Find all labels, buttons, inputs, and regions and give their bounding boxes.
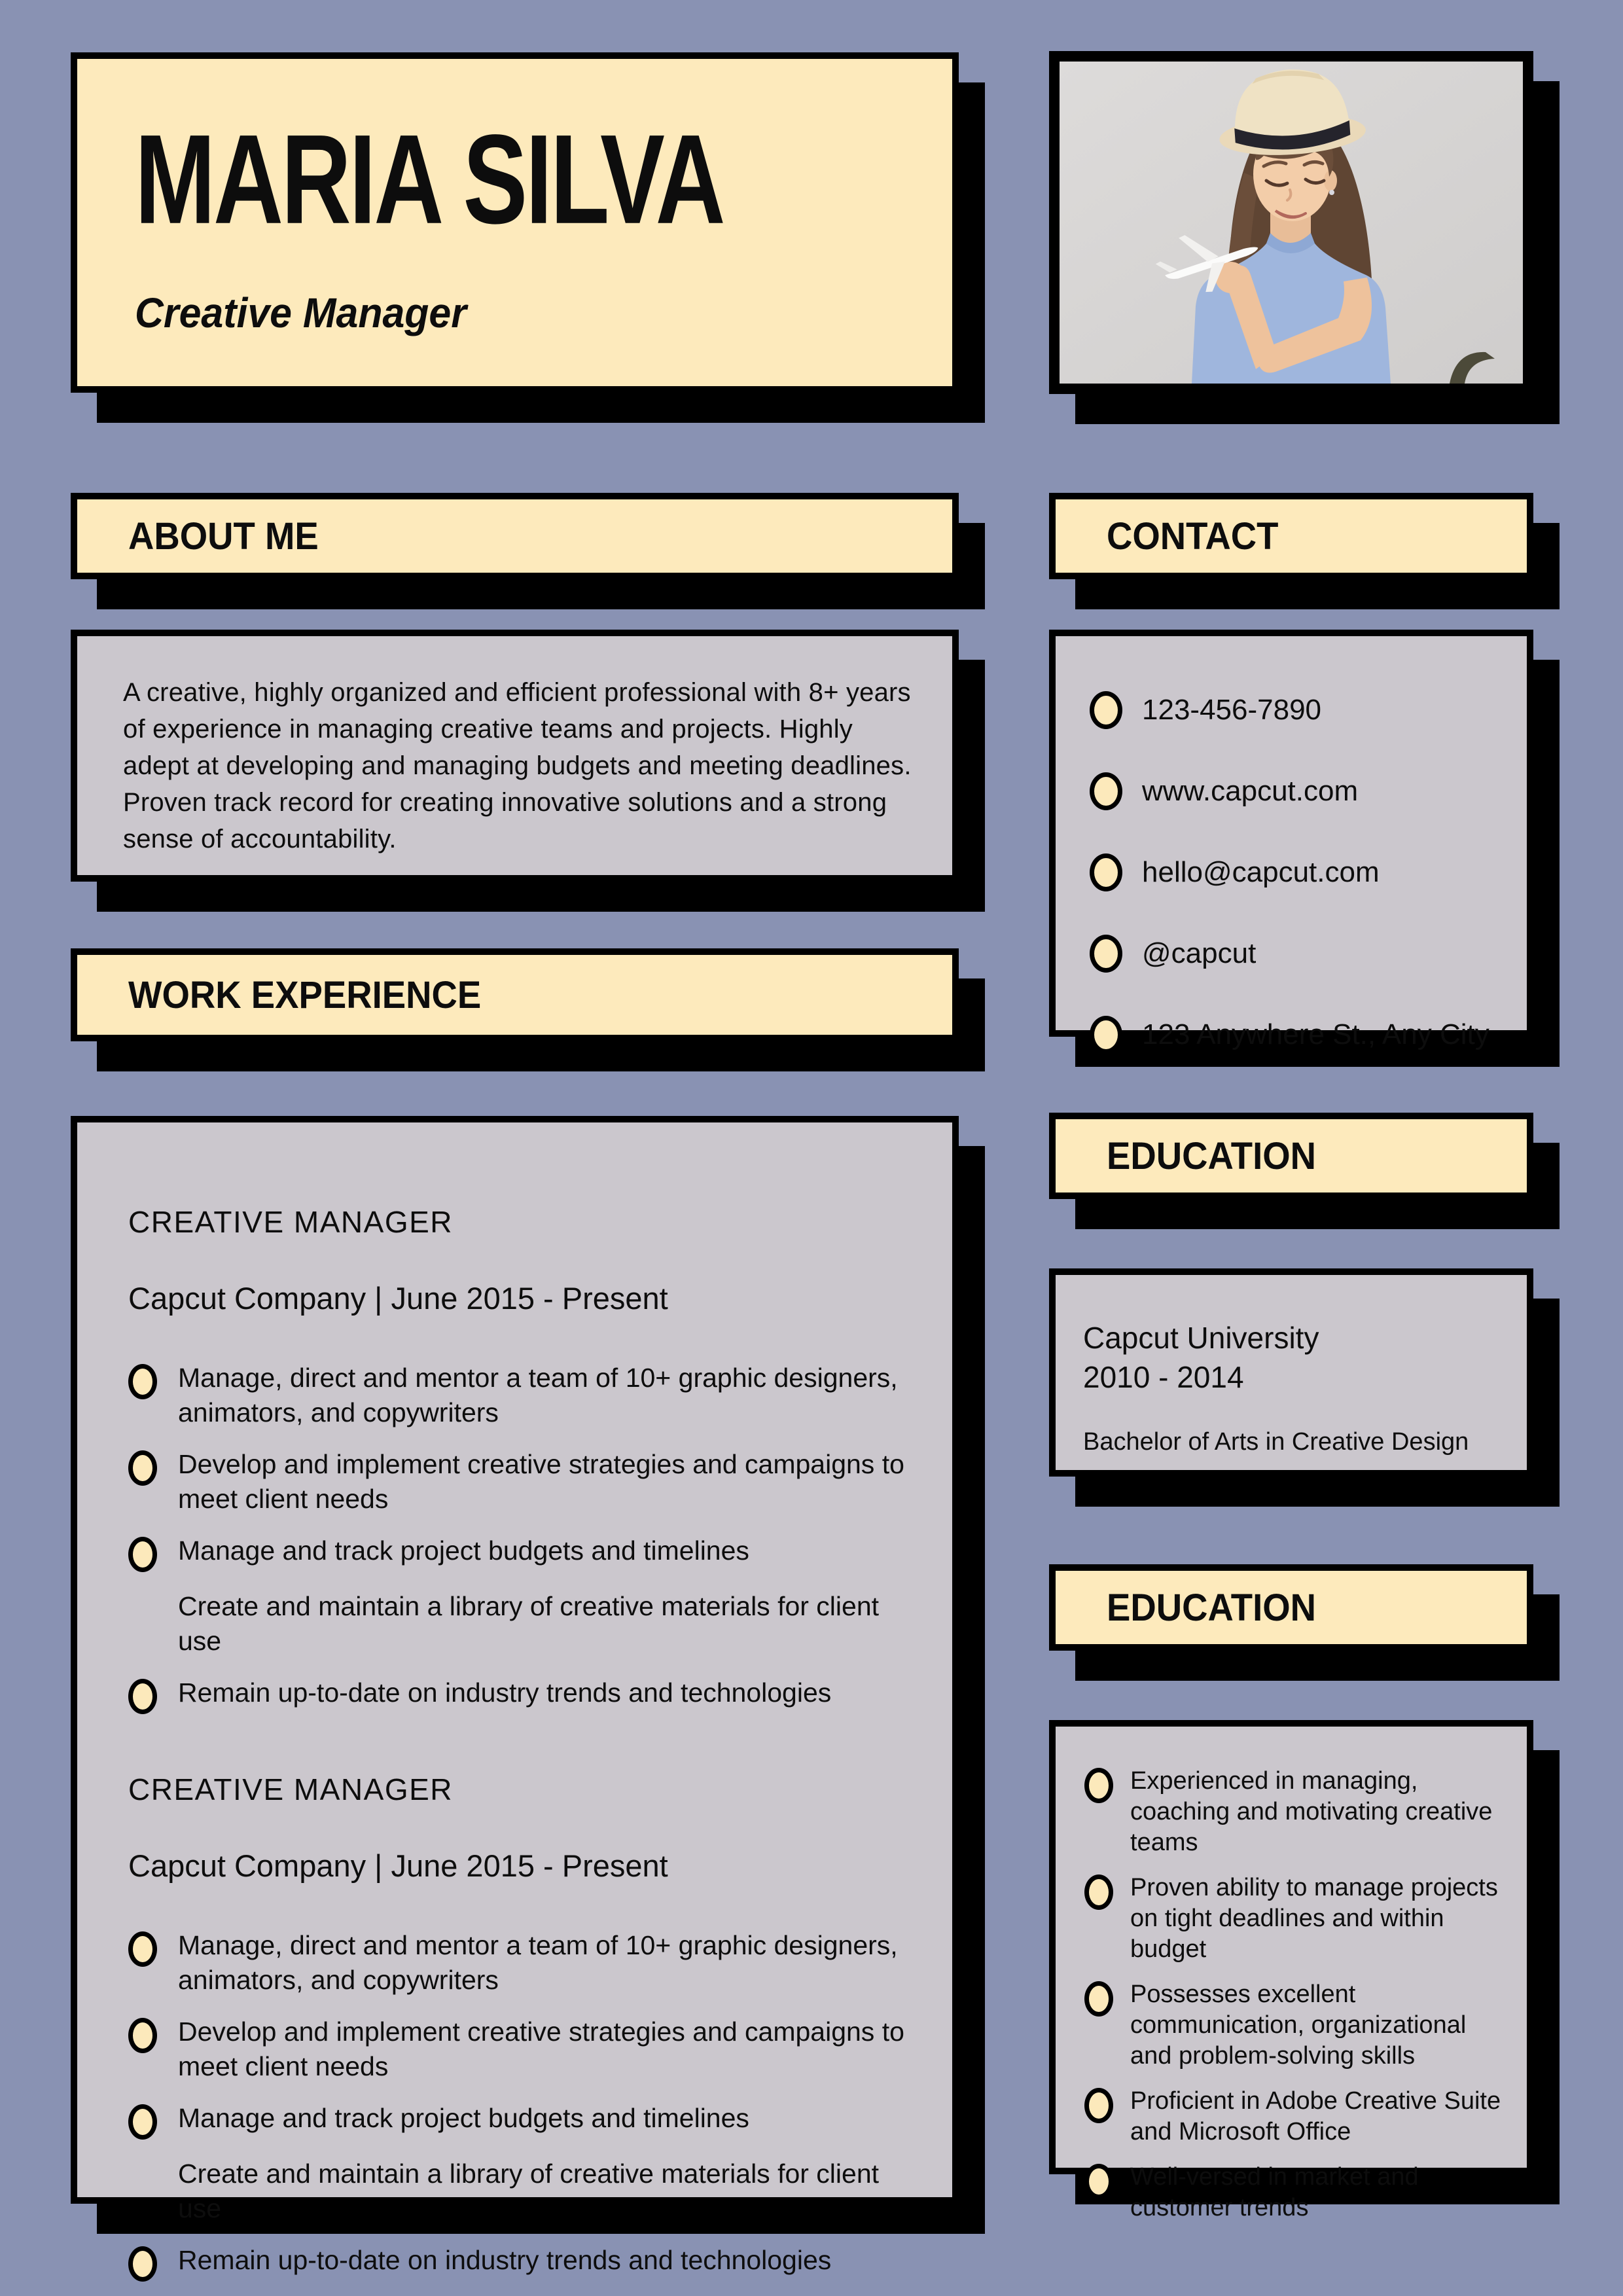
bullet-circle-icon — [1090, 691, 1122, 729]
contact-item-address — [1090, 1016, 1507, 1054]
bullet-circle-icon — [1090, 772, 1122, 810]
education-degree: Bachelor of Arts in Creative Design — [1083, 1428, 1469, 1456]
education-years: 2010 - 2014 — [1083, 1360, 1244, 1394]
work-section-header — [71, 948, 959, 1041]
work-heading: WORK EXPERIENCE — [128, 973, 482, 1016]
skill-text: Proficient in Adobe Creative Suite and Microsoft Office — [1130, 2087, 1501, 2145]
skill-item — [1084, 1766, 1510, 1858]
bullet-circle-icon — [1084, 2164, 1113, 2199]
bullet-circle-icon — [1084, 1874, 1113, 1910]
profile-photo — [1049, 51, 1533, 394]
education-section-header — [1049, 1113, 1533, 1199]
contact-email: hello@capcut.com — [1142, 856, 1380, 888]
skill-item — [1084, 2086, 1510, 2147]
contact-item-phone — [1090, 691, 1507, 729]
skill-text: Proven ability to manage projects on tight deadlines and within budget — [1130, 1874, 1498, 1963]
skill-text: Possesses excellent communication, organizational and problem-solving skills — [1130, 1981, 1467, 2070]
contact-address: 123 Anywhere St., Any City — [1142, 1018, 1489, 1050]
job-bullet-text: Manage, direct and mentor a team of 10+ graphic designers, animators, and copywriters — [178, 1930, 898, 1995]
job-company-dates: Capcut Company | June 2015 - Present — [128, 1848, 668, 1883]
job-bullet — [128, 2243, 914, 2282]
job-entry — [128, 1204, 914, 1714]
job-bullet-text: Manage, direct and mentor a team of 10+ graphic designers, animators, and copywriters — [178, 1363, 898, 1427]
bullet-circle-icon — [128, 1364, 157, 1399]
bullet-circle-icon — [128, 1537, 157, 1572]
person-role: Creative Manager — [135, 289, 467, 336]
education-school: Capcut University — [1083, 1321, 1319, 1355]
skills-section-header — [1049, 1564, 1533, 1651]
job-bullet — [128, 1534, 914, 1572]
contact-item-email — [1090, 853, 1507, 891]
job-bullet-text: Create and maintain a library of creative materials for client use — [178, 1591, 880, 1656]
contact-item-handle — [1090, 935, 1507, 973]
job-bullet — [128, 1589, 914, 1659]
bullet-circle-icon — [1084, 1768, 1113, 1803]
about-text: A creative, highly organized and efficient professional with 8+ years of experience in managing creative teams and projects. Highly adept at developing and managing budgets and meeting deadlines. Proven track record for creating innovative solutions and a strong sense of accountability. — [123, 678, 912, 853]
bullet-circle-icon — [128, 2104, 157, 2140]
about-section-header — [71, 493, 959, 579]
job-bullet-text: Develop and implement creative strategies and campaigns to meet client needs — [178, 2017, 904, 2081]
profile-photo-illustration — [1060, 62, 1523, 384]
bullet-circle-icon — [128, 1931, 157, 1967]
job-bullet-text: Manage and track project budgets and timelines — [178, 2103, 749, 2133]
job-bullet — [128, 1928, 914, 1998]
skill-text: Experienced in managing, coaching and motivating creative teams — [1130, 1767, 1493, 1856]
name-card — [71, 52, 959, 393]
bullet-circle-icon — [128, 2018, 157, 2053]
bullet-circle-icon — [128, 1450, 157, 1486]
skills-section-body — [1049, 1720, 1533, 2221]
job-company-dates: Capcut Company | June 2015 - Present — [128, 1281, 668, 1316]
contact-heading: CONTACT — [1107, 514, 1279, 558]
job-bullet — [128, 2101, 914, 2140]
job-bullet — [128, 1447, 914, 1516]
job-bullet-text: Manage and track project budgets and timelines — [178, 1535, 749, 1566]
education-section-body — [1049, 1268, 1533, 1477]
bullet-circle-icon — [128, 2246, 157, 2282]
job-entry — [128, 1772, 914, 2282]
job-bullet-text: Create and maintain a library of creative materials for client use — [178, 2159, 880, 2223]
job-bullet — [128, 2015, 914, 2084]
job-bullet — [128, 1676, 914, 1714]
work-section-body — [71, 1116, 959, 2275]
contact-section-body — [1049, 630, 1533, 1050]
contact-social-handle: @capcut — [1142, 937, 1257, 969]
job-bullet — [128, 2157, 914, 2226]
skill-item — [1084, 2162, 1510, 2223]
bullet-circle-icon — [1090, 853, 1122, 891]
bullet-circle-icon — [1090, 1016, 1122, 1054]
about-section-body — [71, 630, 959, 882]
bullet-circle-icon — [1084, 2088, 1113, 2123]
skill-text: Well-versed in market and customer trends — [1130, 2163, 1419, 2221]
job-title: CREATIVE MANAGER — [128, 1772, 453, 1806]
bullet-circle-icon — [1090, 935, 1122, 973]
bullet-circle-icon — [128, 1679, 157, 1714]
job-bullet-list — [128, 1928, 914, 2282]
skill-item — [1084, 1979, 1510, 2072]
job-bullet-list — [128, 1361, 914, 1714]
contact-item-website — [1090, 772, 1507, 810]
bullet-circle-icon — [1084, 1981, 1113, 2017]
person-name: MARIA SILVA — [135, 109, 724, 251]
job-bullet — [128, 1361, 914, 1430]
job-bullet-text: Develop and implement creative strategies and campaigns to meet client needs — [178, 1449, 904, 1514]
job-title: CREATIVE MANAGER — [128, 1205, 453, 1239]
contact-phone: 123-456-7890 — [1142, 694, 1322, 726]
job-bullet-text: Remain up-to-date on industry trends and technologies — [178, 2245, 832, 2275]
contact-section-header — [1049, 493, 1533, 579]
skill-item — [1084, 1873, 1510, 1965]
job-bullet-text: Remain up-to-date on industry trends and technologies — [178, 1677, 832, 1708]
about-heading: ABOUT ME — [128, 514, 319, 558]
skills-heading: EDUCATION — [1107, 1586, 1317, 1629]
education-heading: EDUCATION — [1107, 1134, 1317, 1177]
contact-website: www.capcut.com — [1142, 775, 1359, 807]
